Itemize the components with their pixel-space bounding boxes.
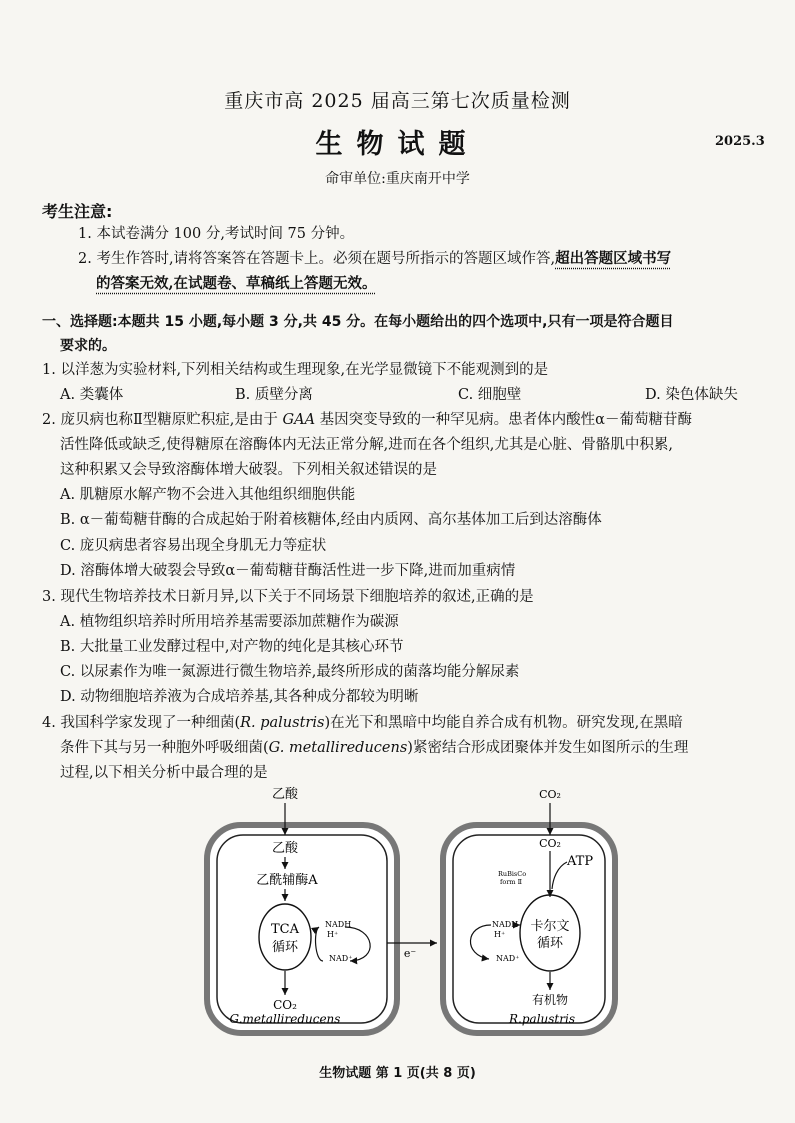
q4-stem-text-4: )紧密结合形成团聚体并发生如图所示的生理 (407, 740, 689, 756)
q2-option-d: D. 溶酶体增大破裂会导致α－葡萄糖苷酶活性进一步下降,进而加重病情 (60, 563, 516, 579)
tca-label-2: 循环 (271, 940, 299, 955)
q4-stem-text-3: 条件下其与另一种胞外呼吸细菌( (60, 740, 269, 756)
q1-options (60, 385, 780, 405)
q3-stem: 3. 现代生物培养技术日新月异,以下关于不同场景下细胞培养的叙述,正确的是 (42, 589, 534, 605)
q4-stem-3: 过程,以下相关分析中最合理的是 (60, 765, 268, 781)
section-heading: 一、选择题:本题共 15 小题,每小题 3 分,共 45 分。在每小题给出的四个选项中,只有一项是符合题目 (42, 314, 674, 330)
right-co2-outside: CO₂ (539, 788, 561, 801)
q3-option-a: A. 植物组织培养时所用培养基需要添加蔗糖作为碳源 (60, 614, 399, 630)
left-cell-wall (207, 825, 397, 1033)
q3-option-b: B. 大批量工业发酵过程中,对产物的纯化是其核心环节 (60, 639, 404, 655)
notice-emphasis-1: 超出答题区域书写 (555, 250, 672, 267)
notice-item-1: 1. 本试卷满分 100 分,考试时间 75 分钟。 (78, 226, 355, 242)
q1-option-c: C. 细胞壁 (458, 387, 522, 403)
q2-stem-2: 活性降低或缺乏,使得糖原在溶酶体内无法正常分解,进而在各个组织,尤其是心脏、骨骼肌中积累, (60, 437, 673, 453)
q4-stem-text-2: )在光下和黑暗中均能自养合成有机物。研究发现,在黑暗 (324, 715, 683, 731)
left-acetate-outside: 乙酸 (271, 787, 299, 802)
right-nad-label: NAD⁺ (496, 954, 520, 963)
left-h-plus-label: H⁺ (327, 930, 339, 939)
notice-emphasis-2: 的答案无效,在试题卷、草稿纸上答题无效。 (96, 275, 377, 292)
electron-label: e⁻ (403, 947, 417, 960)
left-co2-label: CO₂ (273, 998, 297, 1012)
q3-option-c: C. 以尿素作为唯一氮源进行微生物培养,最终所形成的菌落均能分解尿素 (60, 664, 520, 680)
q4-species-1: R. palustris (240, 715, 325, 731)
q2-option-c: C. 庞贝病患者容易出现全身肌无力等症状 (60, 538, 327, 554)
q2-stem-3: 这种积累又会导致溶酶体增大破裂。下列相关叙述错误的是 (60, 462, 437, 478)
subject-title: 生物试题 (315, 129, 480, 160)
acetyl-coa-label: 乙酰辅酶A (256, 873, 318, 888)
left-species-label: G.metallireducens (229, 1012, 341, 1026)
right-h-plus-label: H⁺ (494, 930, 506, 939)
q2-option-a: A. 肌糖原水解产物不会进入其他组织细胞供能 (60, 487, 356, 503)
section-heading-cont: 要求的。 (60, 338, 116, 354)
notice-item-2 (78, 249, 671, 269)
right-co2-inside: CO₂ (539, 837, 561, 850)
q4-species-2: G. metallireducens (268, 740, 408, 756)
exam-date: 2025.3 (715, 134, 765, 149)
organizer: 命审单位:重庆南开中学 (325, 171, 470, 187)
left-nadh-label: NADH (325, 920, 352, 929)
notice-item-2-text: 2. 考生作答时,请将答案答在答题卡上。必须在题号所指示的答题区域作答, (78, 251, 556, 267)
rubisco-label-1: RuBisCo (498, 870, 527, 878)
q2-gene-name: GAA (282, 412, 316, 428)
notice-title: 考生注意: (42, 202, 113, 221)
calvin-label-2: 循环 (536, 936, 564, 951)
q4-stem-text: 4. 我国科学家发现了一种细菌( (42, 715, 241, 731)
q2-stem-1 (42, 410, 692, 430)
q1-stem: 1. 以洋葱为实验材料,下列相关结构或生理现象,在光学显微镜下不能观测到的是 (42, 362, 549, 378)
q4-figure (195, 785, 625, 1040)
q2-stem-text: 2. 庞贝病也称Ⅱ型糖原贮积症,是由于 (42, 412, 283, 428)
q1-option-a: A. 类囊体 (60, 387, 124, 403)
q3-option-d: D. 动物细胞培养液为合成培养基,其各种成分都较为明晰 (60, 689, 419, 705)
exam-title: 重庆市高 2025 届高三第七次质量检测 (224, 90, 571, 112)
page-footer: 生物试题 第 1 页(共 8 页) (319, 1066, 476, 1081)
right-species-label: R.palustris (509, 1012, 575, 1026)
q2-stem-text-2: 基因突变导致的一种罕见病。患者体内酸性α－葡萄糖苷酶 (315, 412, 692, 428)
left-nad-label: NAD⁺ (329, 954, 353, 963)
left-acetate-inside: 乙酸 (271, 841, 299, 856)
q1-option-d: D. 染色体缺失 (645, 387, 738, 403)
right-nadh-label: NADH (492, 920, 519, 929)
atp-label: ATP (567, 854, 594, 869)
tca-label-1: TCA (270, 922, 300, 937)
q4-stem-1 (42, 713, 683, 733)
q1-option-b: B. 质壁分离 (235, 387, 313, 403)
rubisco-label-2: form Ⅱ (500, 878, 523, 886)
q2-option-b: B. α－葡萄糖苷酶的合成起始于附着核糖体,经由内质网、高尔基体加工后到达溶酶体 (60, 512, 602, 528)
q4-stem-2 (60, 738, 688, 758)
organics-label: 有机物 (531, 993, 569, 1007)
calvin-label-1: 卡尔文 (530, 919, 570, 934)
